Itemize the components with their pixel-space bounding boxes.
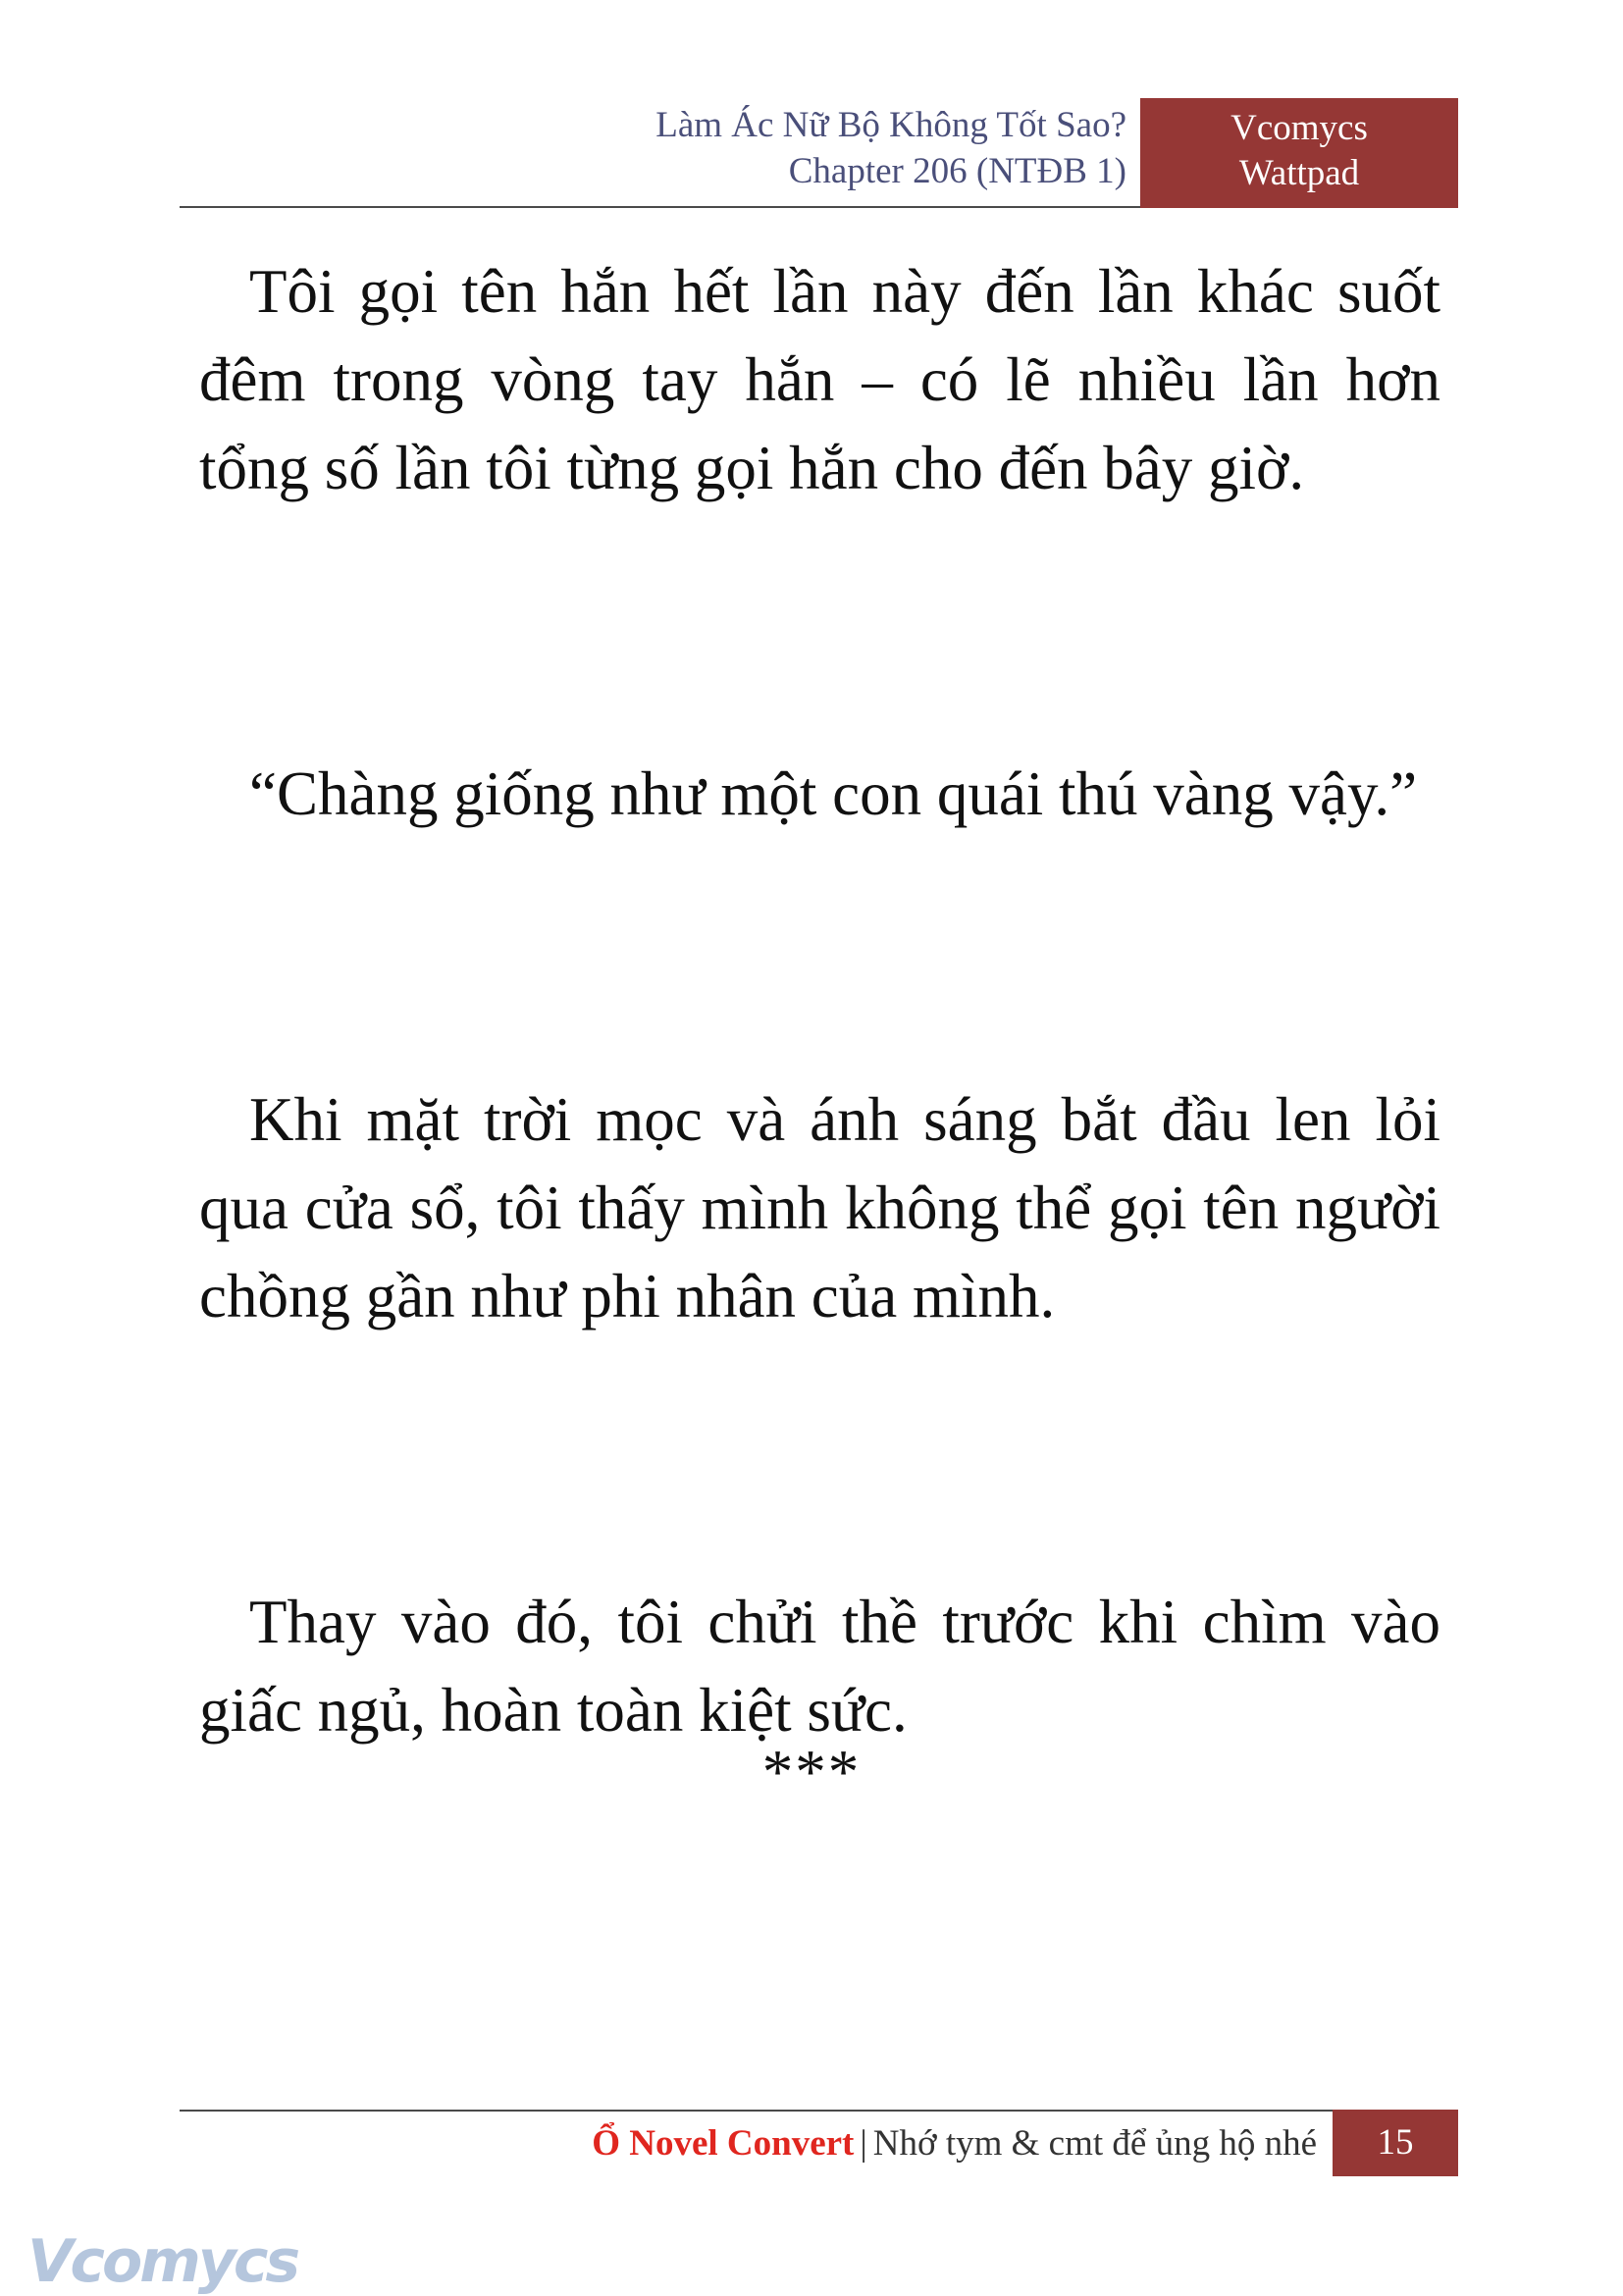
paragraph: Tôi gọi tên hắn hết lần này đến lần khác suốt đêm trong vòng tay hắn – có lẽ nhiều lần hơn tổng số lần tôi từng gọi hắn cho đến bây giờ. [199,257,1440,502]
book-title: Làm Ác Nữ Bộ Không Tốt Sao? [655,105,1126,145]
watermark-logo: Vcomycs [27,2227,298,2296]
source-line-2: Wattpad [1238,153,1360,193]
footer-note [592,2119,1317,2168]
footer-message: Nhớ tym & cmt để ủng hộ nhé [872,2123,1317,2164]
footer-brand: Ổ Novel Convert [592,2123,855,2164]
header-divider [180,206,1140,208]
chapter-title: Chapter 206 (NTĐB 1) [788,151,1126,191]
source-badge [1140,98,1458,208]
page-number: 15 [1333,2110,1458,2176]
footer-separator: | [860,2123,867,2164]
page-body [199,247,1440,1992]
footer-divider [180,2110,1333,2112]
running-header [655,102,1126,194]
paragraph: Khi mặt trời mọc và ánh sáng bắt đầu len lỏi qua cửa sổ, tôi thấy mình không thể gọi tên người chồng gần như phi nhân của mình. [199,1085,1440,1331]
scene-break: *** [761,1738,862,1806]
paragraph: “Chàng giống như một con quái thú vàng vậy.” [249,759,1418,828]
source-line-1: Vcomycs [1230,108,1368,148]
paragraph: Thay vào đó, tôi chửi thề trước khi chìm vào giấc ngủ, hoàn toàn kiệt sức. [199,1588,1440,1745]
